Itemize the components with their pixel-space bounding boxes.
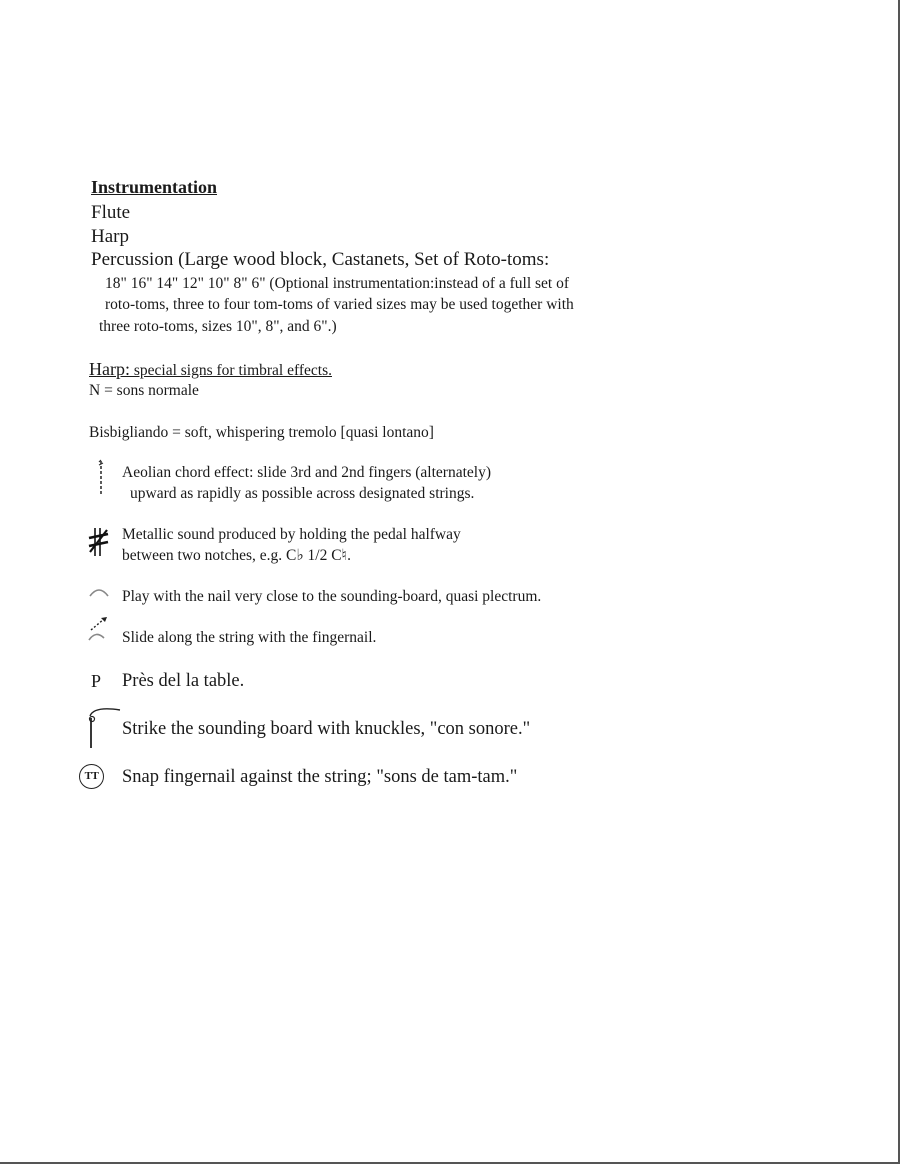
instrument-flute: Flute (91, 202, 131, 223)
aeolian-line-2: upward as rapidly as possible across designated strings. (130, 485, 475, 502)
pres-instruction: Près del la table. (122, 671, 245, 691)
harp-heading-main: Harp: (89, 359, 130, 379)
snap-instruction: Snap fingernail against the string; "sons de tam-tam." (122, 767, 518, 787)
slide-instruction: Slide along the string with the fingernail. (122, 629, 377, 646)
metallic-line-1: Metallic sound produced by holding the pedal halfway (122, 526, 461, 543)
percussion-detail-line-2: roto-toms, three to four tom-toms of varied sizes may be used together with (105, 296, 574, 313)
knuckle-strike-icon (84, 704, 124, 750)
instrumentation-heading: Instrumentation (91, 177, 218, 197)
aeolian-chord-icon (96, 458, 108, 498)
harp-signs-heading (89, 360, 332, 379)
nail-instruction: Play with the nail very close to the sounding-board, quasi plectrum. (122, 588, 542, 605)
nail-arc-icon (88, 584, 110, 598)
instrument-percussion: Percussion (Large wood block, Castanets, Set of Roto-toms: (91, 249, 550, 270)
strike-instruction: Strike the sounding board with knuckles, "con sonore." (122, 719, 531, 739)
pres-symbol: P (91, 671, 102, 691)
metallic-line-2: between two notches, e.g. C♭ 1/2 C♮. (122, 547, 351, 564)
metallic-pedal-icon (86, 526, 112, 558)
percussion-detail-line-3: three roto-toms, sizes 10", 8", and 6".) (99, 318, 337, 335)
tam-tam-icon: TT (79, 764, 104, 789)
bisbigliando: Bisbigliando = soft, whispering tremolo [quasi lontano] (89, 424, 434, 441)
sons-normale: N = sons normale (89, 382, 199, 399)
harp-heading-rest: special signs for timbral effects. (129, 362, 332, 379)
aeolian-line-1: Aeolian chord effect: slide 3rd and 2nd fingers (alternately) (122, 464, 491, 481)
instrument-harp: Harp (91, 226, 129, 247)
percussion-detail-line-1: 18" 16" 14" 12" 10" 8" 6" (Optional instrumentation:instead of a full set of (105, 275, 570, 292)
slide-fingernail-icon (86, 614, 112, 644)
